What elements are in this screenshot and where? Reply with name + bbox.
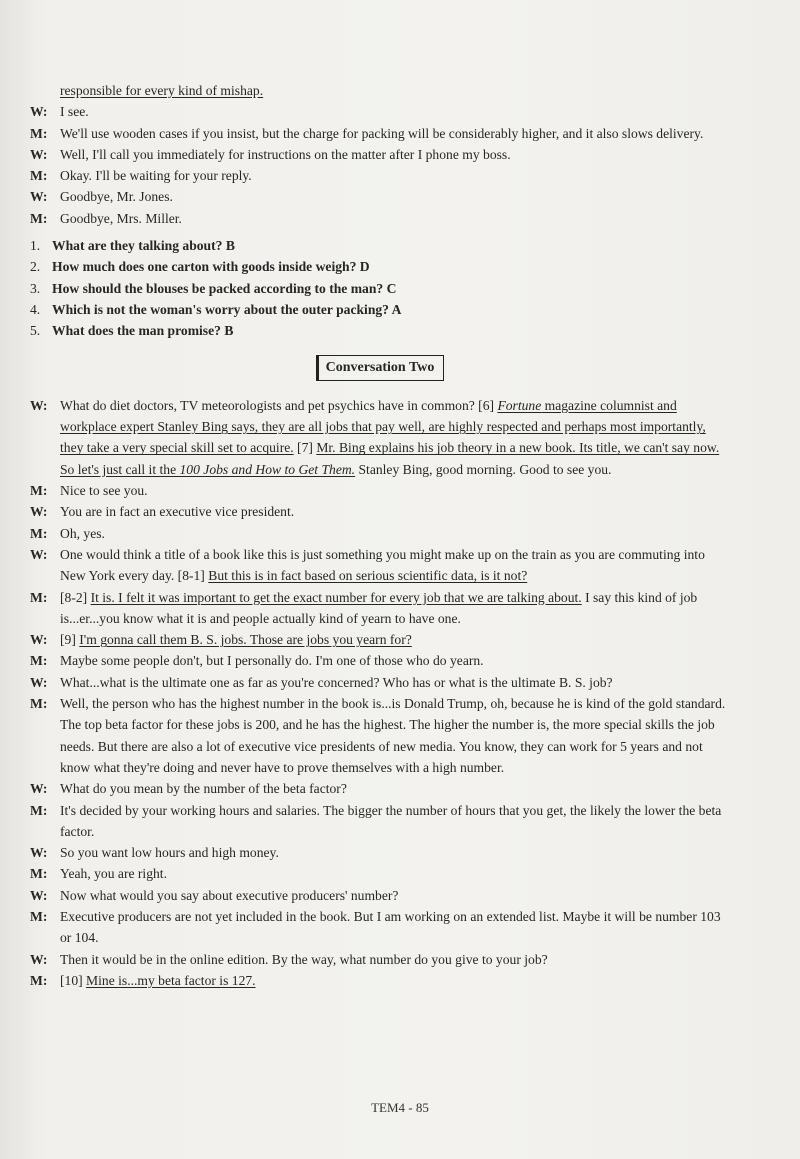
speaker-label: W: [30, 146, 48, 162]
question-item: 4. Which is not the woman's worry about the outer packing? A [30, 299, 730, 320]
dialogue-line: M: Nice to see you. [30, 480, 730, 501]
dialogue-line: M: Okay. I'll be waiting for your reply. [30, 165, 730, 186]
speaker-label: W: [30, 504, 48, 520]
question-number: 1. [30, 238, 41, 254]
speaker-label: M: [30, 483, 48, 499]
speaker-label: W: [30, 845, 48, 861]
dialogue-line: W: You are in fact an executive vice president. [30, 501, 730, 522]
dialogue-line: M: Well, the person who has the highest number in the book is...is Donald Trump, oh, because he is kind of the gold standard. The top beta factor for these jobs is 200, and he has the highest. The higher the number is, the more special skills the job needs. But there are also a lot of executive vice presidents of new media. You know, they can work for 5 years and not know what they're doing and never have to prove themselves with a high number. [30, 693, 730, 778]
speaker-label: W: [30, 397, 48, 413]
dialogue-line: M: Maybe some people don't, but I personally do. I'm one of those who do yearn. [30, 650, 730, 671]
speaker-label: M: [30, 525, 48, 541]
speaker-label: M: [30, 125, 48, 141]
dialogue-line: M: Goodbye, Mrs. Miller. [30, 208, 730, 229]
speaker-label: M: [30, 589, 48, 605]
question-number: 2. [30, 259, 41, 275]
dialogue-line: W: Well, I'll call you immediately for instructions on the matter after I phone my boss. [30, 144, 730, 165]
dialogue-line: M: [10] Mine is...my beta factor is 127. [30, 970, 730, 991]
question-item: 5. What does the man promise? B [30, 320, 730, 341]
dialogue-line: M: Executive producers are not yet included in the book. But I am working on an extended list. Maybe it will be number 103 or 104. [30, 906, 730, 949]
dialogue-line: W: Then it would be in the online edition. By the way, what number do you give to your job? [30, 949, 730, 970]
dialogue-line: W: What do diet doctors, TV meteorologists and pet psychics have in common? [6] Fortune magazine columnist and workplace expert Stanley Bing says, they are all jobs that pay well, are highly respected and perhaps most importantly, they take a very special skill set to acquire. [7] Mr. Bing explains his job theory in a new book. Its title, we can't say now. So let's just call it the 100 Jobs and How to Get Them. Stanley Bing, good morning. Good to see you. [30, 395, 730, 480]
dialogue-line: W: One would think a title of a book like this is just something you might make up on the train as you are commuting into New York every day. [8-1] But this is in fact based on serious scientific data, is it not? [30, 544, 730, 587]
speaker-label: W: [30, 887, 48, 903]
speaker-label: W: [30, 189, 48, 205]
dialogue-line: M: Oh, yes. [30, 523, 730, 544]
dialogue-line: M: Yeah, you are right. [30, 863, 730, 884]
speaker-label: M: [30, 972, 48, 988]
speaker-label: M: [30, 168, 48, 184]
speaker-label: W: [30, 951, 48, 967]
dialogue-line: W: Goodbye, Mr. Jones. [30, 186, 730, 207]
page-content [30, 80, 730, 991]
speaker-label: M: [30, 802, 48, 818]
question-item: 3. How should the blouses be packed according to the man? C [30, 278, 730, 299]
speaker-label: M: [30, 908, 48, 924]
speaker-label: M: [30, 866, 48, 882]
dialogue-line: W: Now what would you say about executive producers' number? [30, 885, 730, 906]
question-item: 1. What are they talking about? B [30, 235, 730, 256]
speaker-label: W: [30, 104, 48, 120]
dialogue-line: W: I see. [30, 101, 730, 122]
question-list [30, 235, 730, 341]
dialogue-line: M: It's decided by your working hours and salaries. The bigger the number of hours that you get, the likely the lower the beta factor. [30, 800, 730, 843]
question-number: 3. [30, 280, 41, 296]
dialogue-line: W: [9] I'm gonna call them B. S. jobs. Those are jobs you yearn for? [30, 629, 730, 650]
speaker-label: M: [30, 653, 48, 669]
dialogue-line: W: What do you mean by the number of the beta factor? [30, 778, 730, 799]
dialogue-line: W: So you want low hours and high money. [30, 842, 730, 863]
dialogue-continuation: responsible for every kind of mishap. [60, 83, 264, 98]
speaker-label: W: [30, 632, 48, 648]
dialogue-line: M: [8-2] It is. I felt it was important to get the exact number for every job that we are talking about. I say this kind of job is...er...you know what it is and people actually kind of yearn to have one. [30, 587, 730, 630]
section-title: Conversation Two [316, 355, 445, 381]
speaker-label: W: [30, 674, 48, 690]
page-footer: TEM4 - 85 [371, 1100, 429, 1115]
question-number: 5. [30, 323, 41, 339]
speaker-label: M: [30, 210, 48, 226]
speaker-label: W: [30, 546, 48, 562]
speaker-label: M: [30, 696, 48, 712]
dialogue-line: W: What...what is the ultimate one as far as you're concerned? Who has or what is the ultimate B. S. job? [30, 672, 730, 693]
question-number: 4. [30, 301, 41, 317]
dialogue-line: M: We'll use wooden cases if you insist, but the charge for packing will be considerably higher, and it also slows delivery. [30, 123, 730, 144]
speaker-label: W: [30, 781, 48, 797]
question-item: 2. How much does one carton with goods inside weigh? D [30, 256, 730, 277]
section-title-wrapper [30, 355, 730, 381]
